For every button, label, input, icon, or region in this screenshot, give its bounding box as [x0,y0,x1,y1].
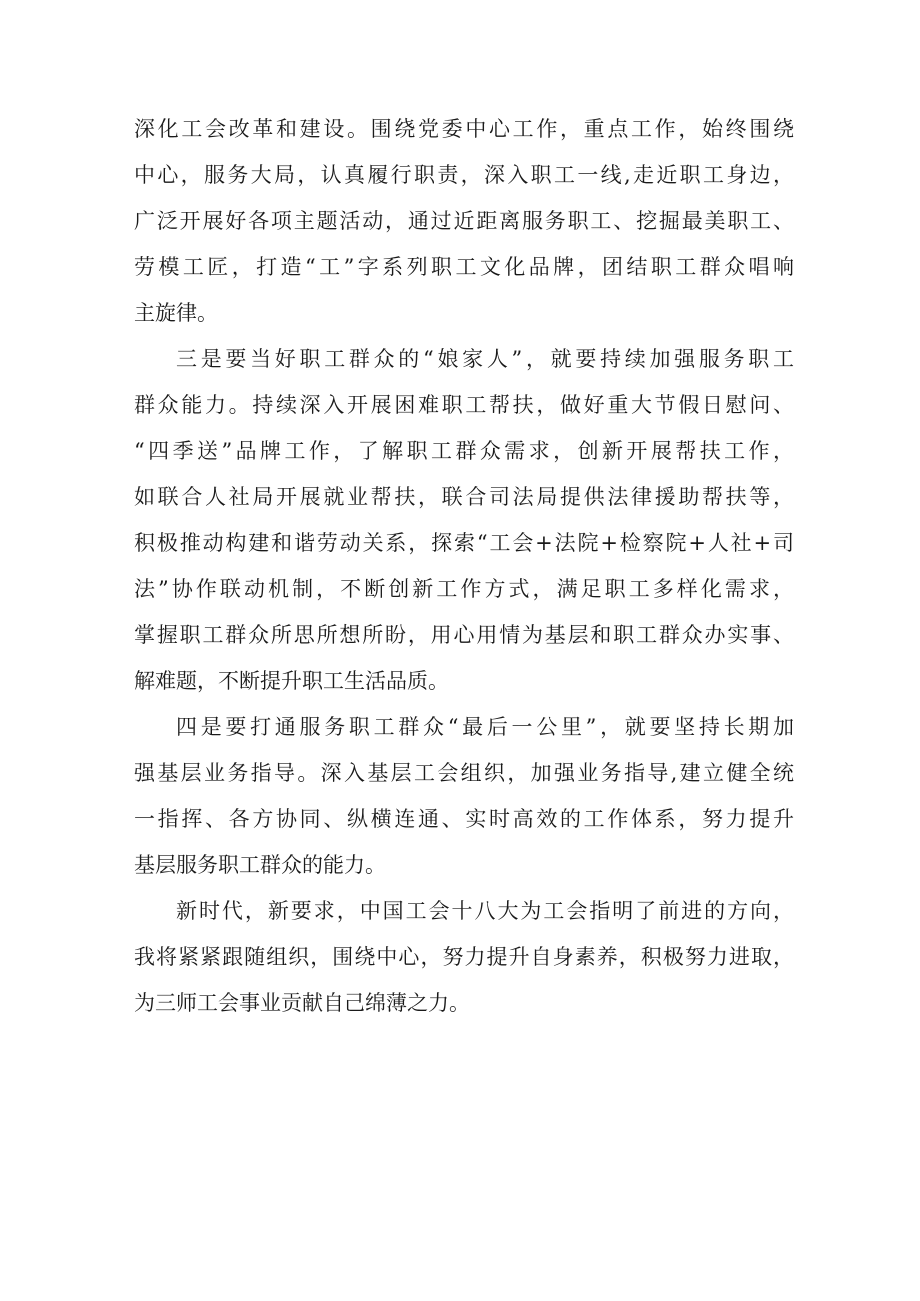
text-line: 四是要打通服务职工群众“最后一公里”，就要坚持长期加 [176,715,794,739]
text-line: “四季送”品牌工作，了解职工群众需求，创新开展帮扶工作， [134,439,794,463]
text-line: 解难题，不断提升职工生活品质。 [134,669,449,693]
text-line: 中心，服务大局，认真履行职责，深入职工一线,走近职工身边， [134,163,794,187]
text-line: 劳模工匠，打造“工”字系列职工文化品牌，团结职工群众唱响 [134,255,794,279]
document-body [134,106,794,1026]
text-line: 一指挥、各方协同、纵横连通、实时高效的工作体系，努力提升 [134,807,794,831]
text-line: 广泛开展好各项主题活动，通过近距离服务职工、挖掘最美职工、 [134,209,794,233]
paragraph-3 [134,704,794,888]
text-line: 三是要当好职工群众的“娘家人”，就要持续加强服务职工 [176,347,794,371]
paragraph-1 [134,106,794,336]
text-line: 强基层业务指导。深入基层工会组织，加强业务指导,建立健全统 [134,761,794,785]
paragraph-2 [134,336,794,704]
text-line: 基层服务职工群众的能力。 [134,853,386,877]
text-line: 主旋律。 [134,301,218,325]
text-line: 如联合人社局开展就业帮扶，联合司法局提供法律援助帮扶等， [134,485,794,509]
text-line: 深化工会改革和建设。围绕党委中心工作，重点工作，始终围绕 [134,117,794,141]
text-line: 我将紧紧跟随组织，围绕中心，努力提升自身素养，积极努力进取， [134,945,794,969]
text-line: 掌握职工群众所思所想所盼，用心用情为基层和职工群众办实事、 [134,623,794,647]
paragraph-4 [134,888,794,1026]
text-line: 为三师工会事业贡献自己绵薄之力。 [134,991,470,1015]
text-line: 法”协作联动机制，不断创新工作方式，满足职工多样化需求， [134,577,794,601]
text-line: 群众能力。持续深入开展困难职工帮扶，做好重大节假日慰问、 [134,393,794,417]
text-line: 新时代，新要求，中国工会十八大为工会指明了前进的方向， [176,899,794,923]
text-line: 积极推动构建和谐劳动关系，探索“工会+法院+检察院+人社+司 [134,531,794,555]
